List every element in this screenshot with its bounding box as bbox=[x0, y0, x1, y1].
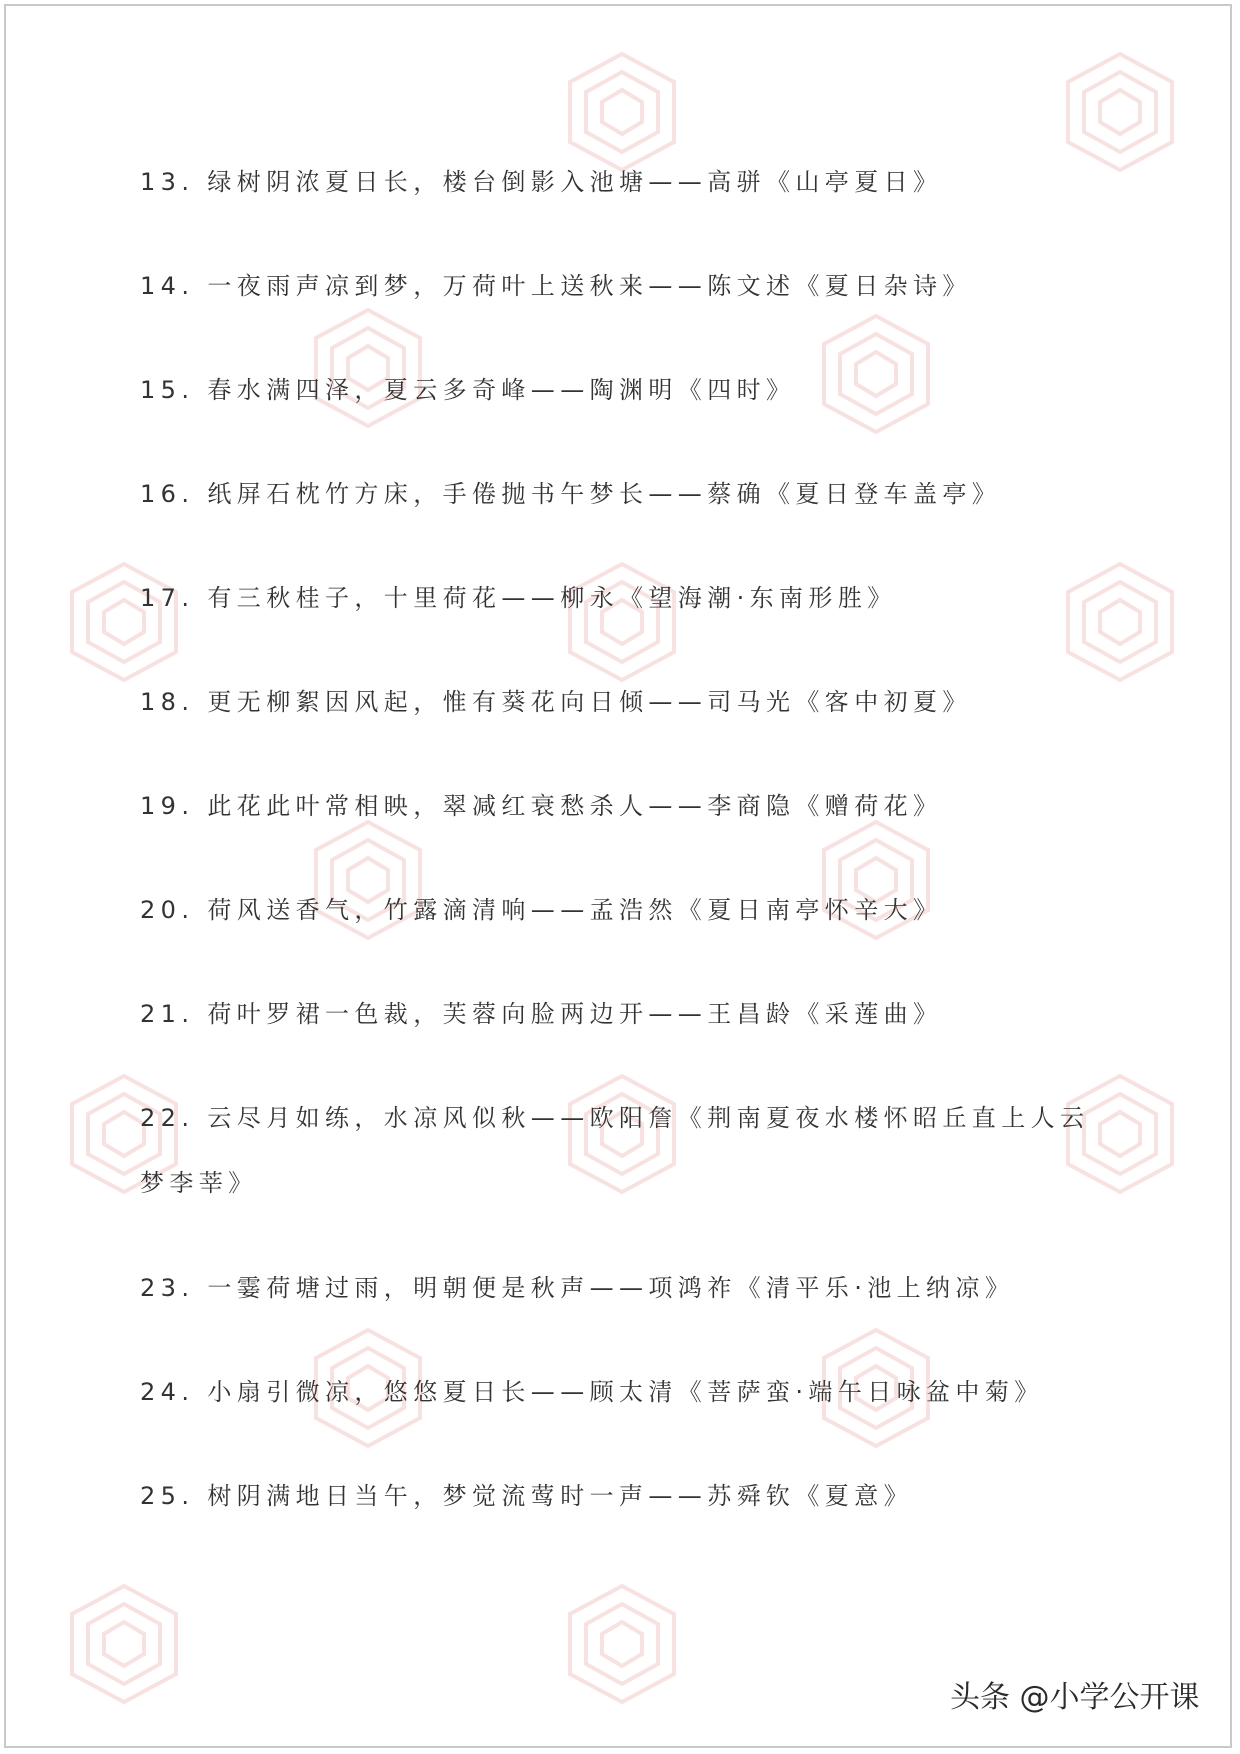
poem-line-18: 18. 更无柳絮因风起，惟有葵花向日倾——司马光《客中初夏》 bbox=[140, 688, 972, 716]
poem-line-16: 16. 纸屏石枕竹方床，手倦抛书午梦长——蔡确《夏日登车盖亭》 bbox=[140, 480, 1002, 508]
poem-line-13: 13. 绿树阴浓夏日长，楼台倒影入池塘——高骈《山亭夏日》 bbox=[140, 168, 943, 196]
poem-line-22: 22. 云尽月如练，水凉风似秋——欧阳詹《荆南夏夜水楼怀昭丘直上人云梦李莘》 bbox=[140, 1104, 1090, 1197]
poem-line-19: 19. 此花此叶常相映，翠减红衰愁杀人——李商隐《赠荷花》 bbox=[140, 792, 943, 820]
poem-line-24: 24. 小扇引微凉，悠悠夏日长——顾太清《菩萨蛮·端午日咏盆中菊》 bbox=[140, 1378, 1044, 1406]
poem-line-21: 21. 荷叶罗裙一色裁，芙蓉向脸两边开——王昌龄《采莲曲》 bbox=[140, 1000, 943, 1028]
poem-line-14: 14. 一夜雨声凉到梦，万荷叶上送秋来——陈文述《夏日杂诗》 bbox=[140, 272, 972, 300]
poem-line-17: 17. 有三秋桂子，十里荷花——柳永《望海潮·东南形胜》 bbox=[140, 584, 897, 612]
poem-line-25: 25. 树阴满地日当午，梦觉流莺时一声——苏舜钦《夏意》 bbox=[140, 1482, 913, 1510]
poem-line-20: 20. 荷风送香气，竹露滴清响——孟浩然《夏日南亭怀辛大》 bbox=[140, 896, 943, 924]
poem-line-15: 15. 春水满四泽，夏云多奇峰——陶渊明《四时》 bbox=[140, 376, 796, 404]
footer-brand: 头条 @小学公开课 bbox=[950, 1680, 1200, 1715]
poem-line-23: 23. 一霎荷塘过雨，明朝便是秋声——项鸿祚《清平乐·池上纳凉》 bbox=[140, 1274, 1015, 1302]
